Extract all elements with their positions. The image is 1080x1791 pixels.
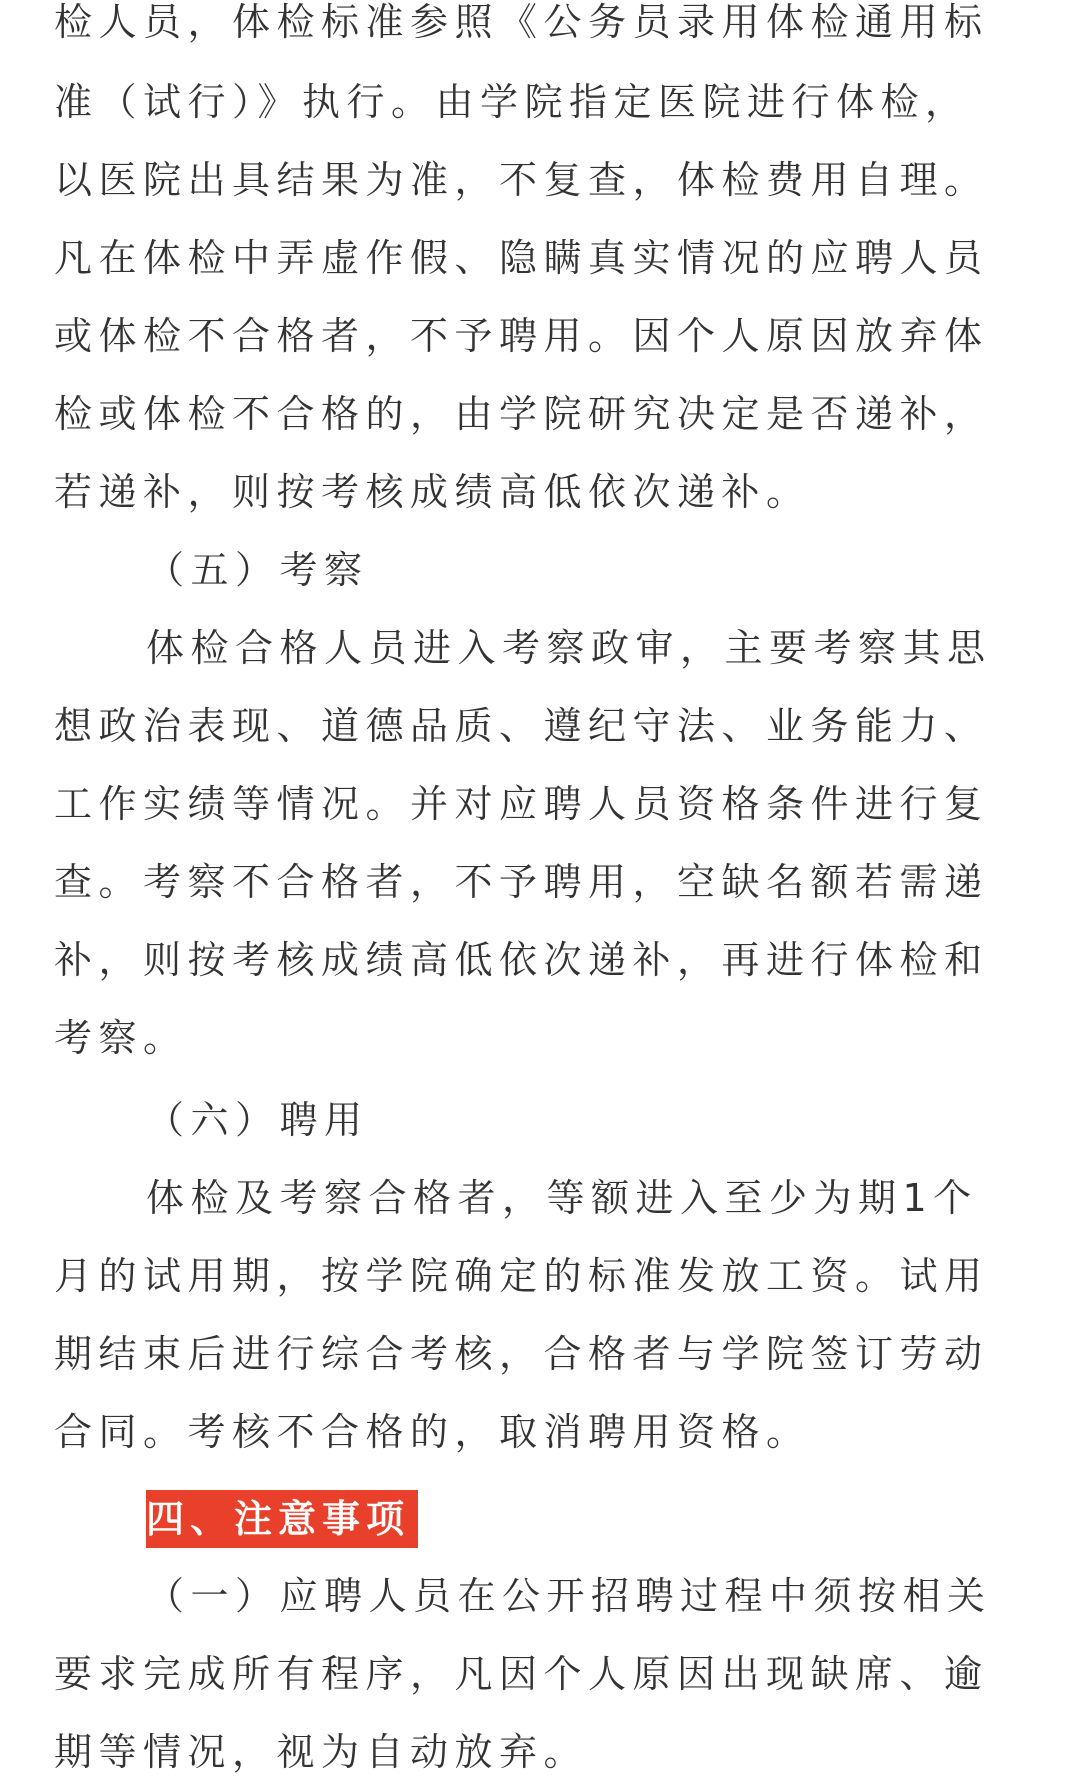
text-line: 检或体检不合格的，由学院研究决定是否递补， [54, 392, 989, 436]
text-line: 想政治表现、道德品质、遵纪守法、业务能力、 [54, 704, 989, 748]
text-line: 月的试用期，按学院确定的标准发放工资。试用 [54, 1254, 989, 1298]
text-line: 补，则按考核成绩高低依次递补，再进行体检和 [54, 938, 989, 982]
text-line: 要求完成所有程序，凡因个人原因出现缺席、逾 [54, 1652, 989, 1696]
section-heading-notes: 四、注意事项 [146, 1490, 418, 1548]
text-line: 或体检不合格者，不予聘用。因个人原因放弃体 [54, 314, 989, 358]
text-line: 查。考察不合格者，不予聘用，空缺名额若需递 [54, 860, 989, 904]
text-line: 若递补，则按考核成绩高低依次递补。 [54, 470, 811, 514]
text-line: 期结束后进行综合考核，合格者与学院签订劳动 [54, 1332, 989, 1376]
text-line: 准（试行）》执行。由学院指定医院进行体检， [54, 80, 970, 124]
text-line: 合同。考核不合格的，取消聘用资格。 [54, 1410, 811, 1454]
text-line: 以医院出具结果为准，不复查，体检费用自理。 [54, 158, 989, 202]
text-line: （一）应聘人员在公开招聘过程中须按相关 [146, 1574, 992, 1618]
text-line: 考察。 [54, 1016, 188, 1060]
text-line: 凡在体检中弄虚作假、隐瞒真实情况的应聘人员 [54, 236, 989, 280]
subheading-employment: （六）聘用 [146, 1098, 369, 1142]
text-line: 体检合格人员进入考察政审，主要考察其思 [146, 626, 992, 670]
text-line: 体检及考察合格者，等额进入至少为期1个 [146, 1176, 978, 1220]
subheading-inspection: （五）考察 [146, 548, 369, 592]
text-line: 期等情况，视为自动放弃。 [54, 1730, 589, 1774]
text-line: 工作实绩等情况。并对应聘人员资格条件进行复 [54, 782, 989, 826]
text-line: 检人员，体检标准参照《公务员录用体检通用标 [54, 0, 989, 44]
